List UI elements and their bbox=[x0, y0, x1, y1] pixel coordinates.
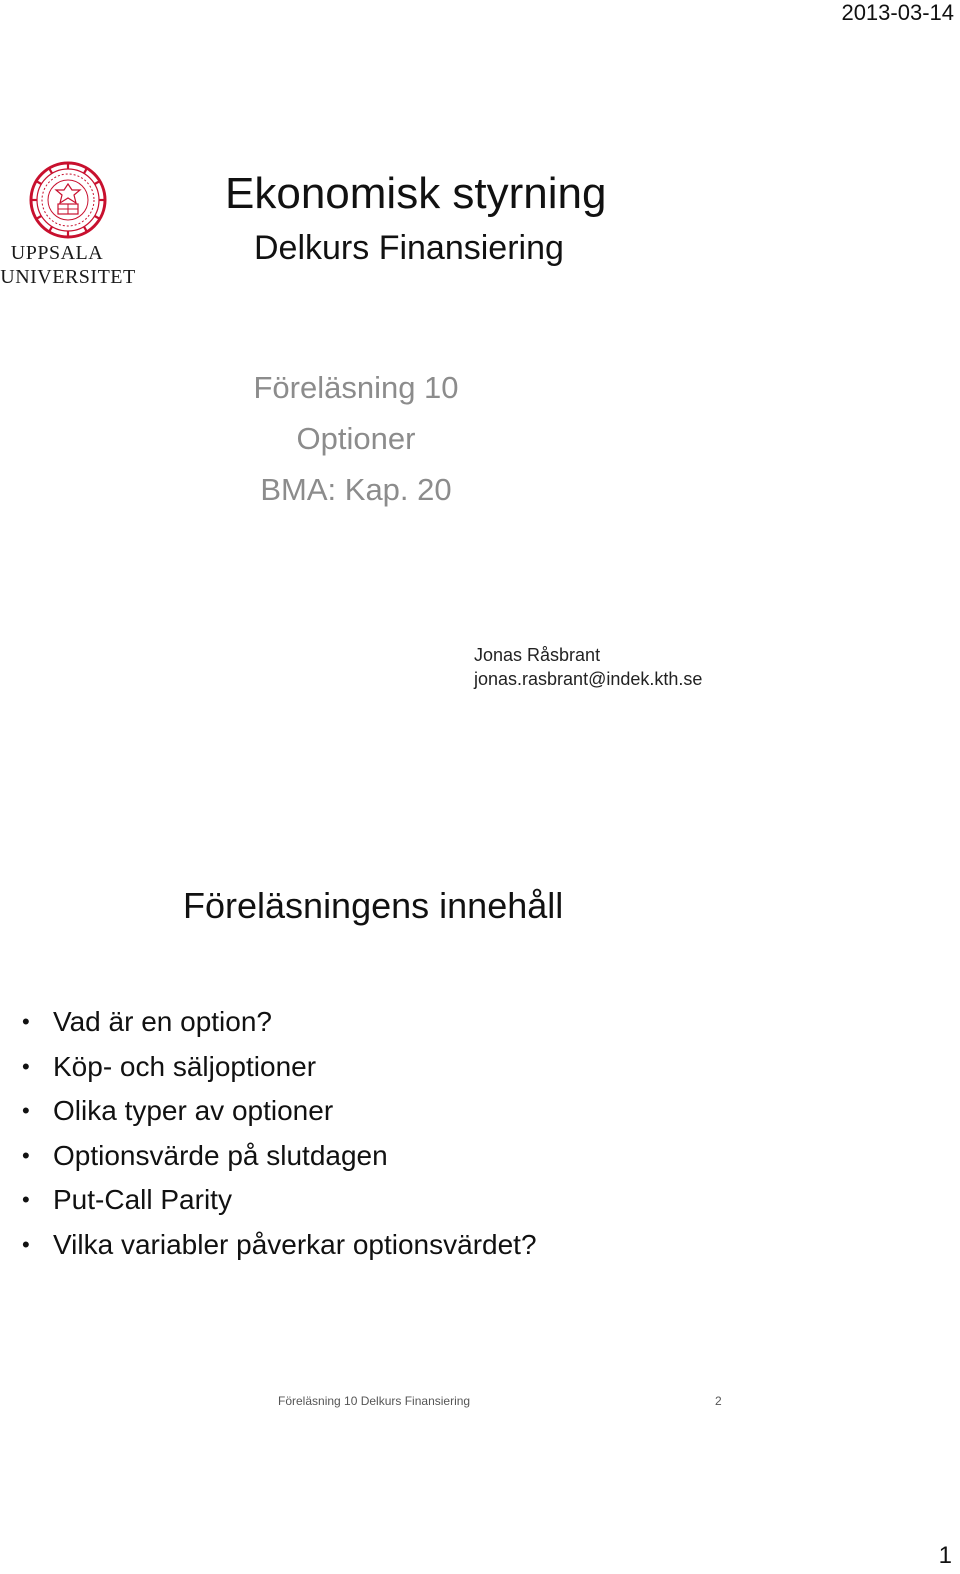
lecture-info bbox=[196, 366, 516, 519]
bullet-text: Köp- och säljoptioner bbox=[53, 1050, 317, 1082]
bullet-text: Olika typer av optioner bbox=[53, 1095, 334, 1127]
slide1-title: Ekonomisk styrning bbox=[225, 169, 607, 218]
print-date: 2013-03-14 bbox=[841, 0, 954, 25]
bullet-icon: • bbox=[22, 1098, 30, 1124]
uppsala-university-logo bbox=[0, 156, 136, 292]
bullet-icon: • bbox=[22, 1009, 30, 1034]
logo-text-line1: UPPSALA bbox=[10, 242, 104, 264]
list-item bbox=[22, 1045, 537, 1090]
author-info bbox=[474, 643, 702, 691]
bullet-text: Put-Call Parity bbox=[53, 1184, 232, 1216]
content-bullet-list bbox=[22, 1000, 537, 1268]
list-item bbox=[22, 1089, 537, 1134]
slide-footer-number: 2 bbox=[715, 1394, 722, 1408]
list-item bbox=[22, 1178, 537, 1223]
bullet-text: Vad är en option? bbox=[53, 1006, 272, 1037]
logo-text-line2: UNIVERSITET bbox=[0, 266, 136, 288]
bullet-text: Optionsvärde på slutdagen bbox=[53, 1139, 388, 1171]
list-item bbox=[22, 1223, 537, 1268]
slide2-title: Föreläsningens innehåll bbox=[183, 885, 564, 926]
author-email: jonas.rasbrant@indek.kth.se bbox=[474, 669, 703, 689]
author-name: Jonas Råsbrant bbox=[474, 645, 601, 665]
list-item bbox=[22, 1000, 537, 1045]
lecture-reading: BMA: Kap. 20 bbox=[260, 472, 452, 507]
university-seal-icon bbox=[28, 160, 108, 240]
bullet-icon: • bbox=[22, 1231, 30, 1257]
bullet-icon: • bbox=[22, 1053, 30, 1079]
slide1-subtitle: Delkurs Finansiering bbox=[254, 229, 564, 267]
bullet-text: Vilka variabler påverkar optionsvärdet? bbox=[53, 1228, 537, 1260]
lecture-number: Föreläsning 10 bbox=[253, 370, 459, 405]
list-item bbox=[22, 1134, 537, 1179]
bullet-icon: • bbox=[22, 1187, 30, 1213]
slide-footer-text: Föreläsning 10 Delkurs Finansiering bbox=[278, 1394, 471, 1408]
page-number: 1 bbox=[938, 1542, 952, 1569]
bullet-icon: • bbox=[22, 1142, 30, 1168]
lecture-topic: Optioner bbox=[296, 421, 416, 456]
